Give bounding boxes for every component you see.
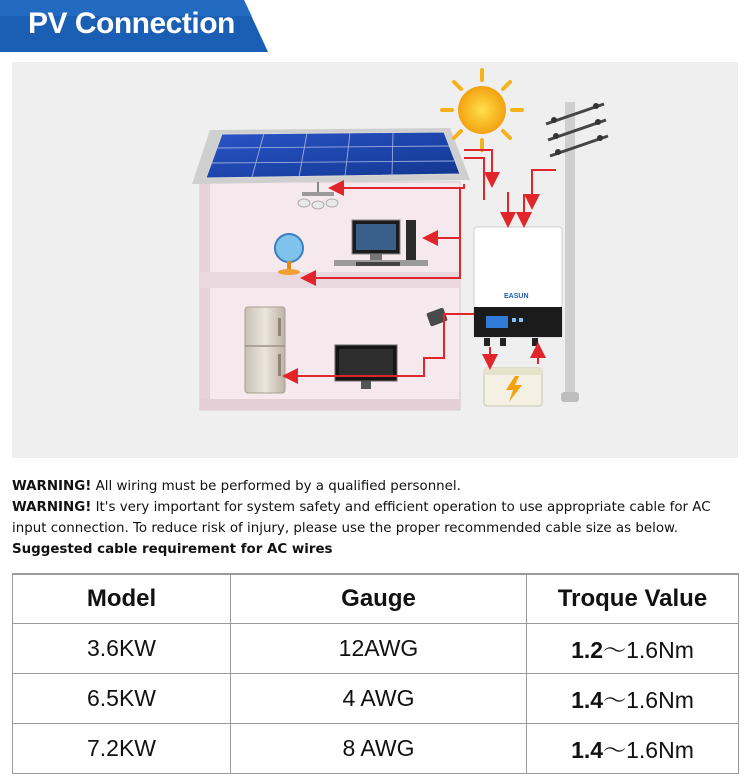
table-row	[13, 674, 739, 724]
page-title: PV Connection	[28, 7, 235, 40]
cell-torque: 1.2～1.6Nm	[527, 624, 739, 674]
table-header-row	[13, 574, 739, 624]
cell-model: 3.6KW	[13, 624, 231, 674]
cable-spec-table	[12, 573, 739, 774]
cell-gauge: 12AWG	[231, 624, 527, 674]
warning-line	[12, 497, 742, 539]
inverter	[474, 227, 562, 346]
column-header-model: Model	[13, 574, 231, 624]
cell-torque: 1.4～1.6Nm	[527, 674, 739, 724]
cell-torque: 1.4～1.6Nm	[527, 724, 739, 774]
warning-label: WARNING!	[12, 479, 92, 494]
cell-gauge: 8 AWG	[231, 724, 527, 774]
refrigerator-icon	[245, 307, 285, 393]
warning-line	[12, 476, 742, 497]
column-header-gauge: Gauge	[231, 574, 527, 624]
section-header-banner	[0, 0, 270, 52]
solar-panel	[192, 128, 470, 184]
pv-system-illustration	[12, 62, 738, 458]
warning-text: All wiring must be performed by a qualified personnel.	[95, 479, 461, 494]
inverter-logo: EASUN	[504, 293, 529, 300]
sun-icon	[442, 70, 522, 150]
house-solar-diagram	[12, 62, 738, 458]
warning-text: It's very important for system safety and efficient operation to use appropriate cable for AC input connection. To reduce risk of injury, please use the proper recommended cable size as below.	[12, 500, 711, 536]
column-header-torque: Troque Value	[527, 574, 739, 624]
cell-gauge: 4 AWG	[231, 674, 527, 724]
warnings-block	[12, 476, 742, 560]
table-row	[13, 724, 739, 774]
battery-icon	[484, 368, 542, 406]
table-row	[13, 624, 739, 674]
warning-label: WARNING!	[12, 500, 92, 515]
cell-model: 7.2KW	[13, 724, 231, 774]
table-caption: Suggested cable requirement for AC wires	[12, 542, 333, 557]
cell-model: 6.5KW	[13, 674, 231, 724]
